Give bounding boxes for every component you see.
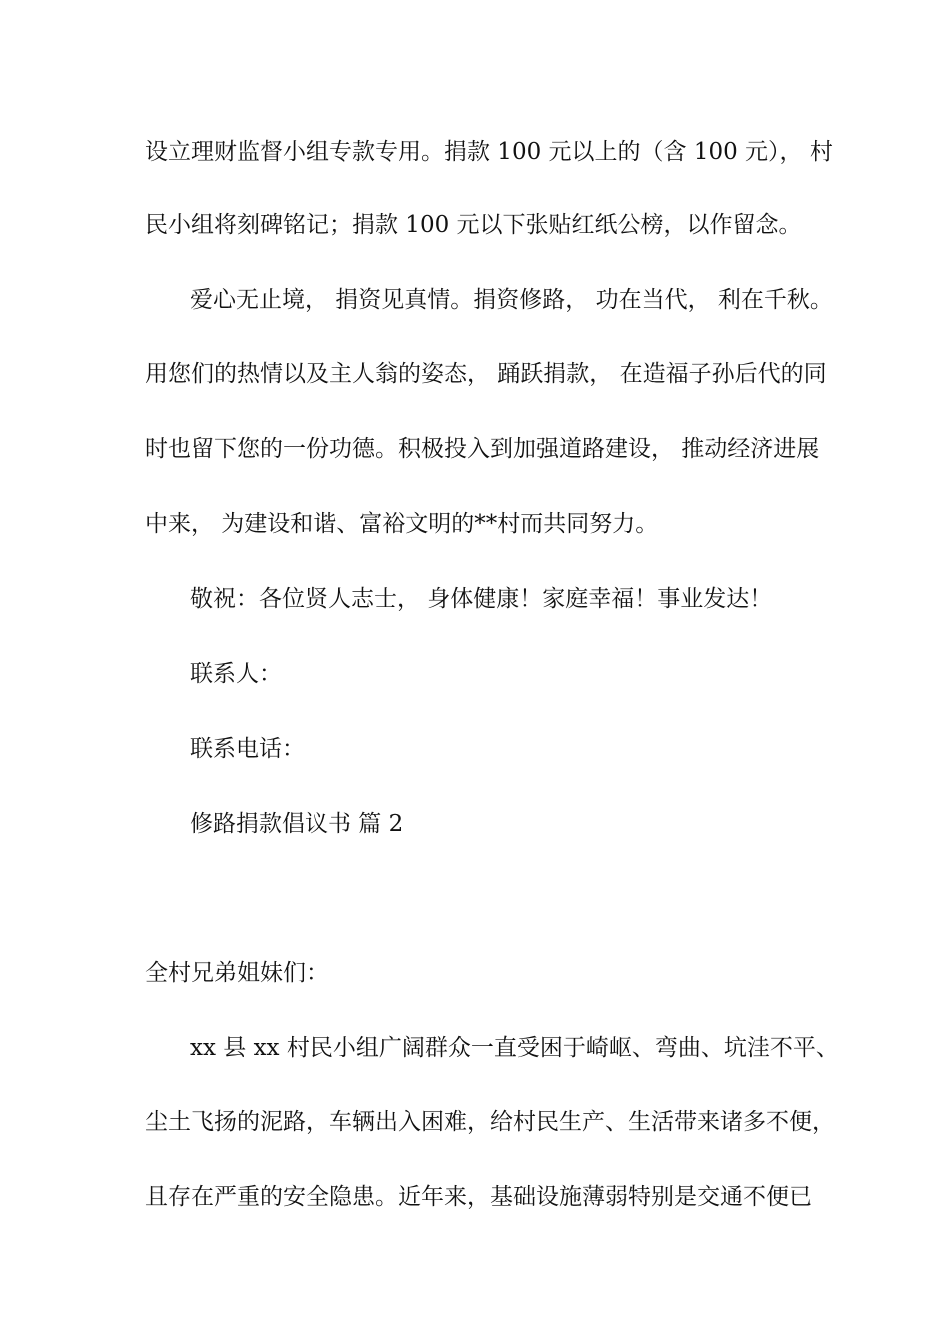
paragraph-line: 爱心无止境， 捐资见真情。捐资修路， 功在当代， 利在千秋。 bbox=[190, 287, 833, 313]
paragraph-line: 时也留下您的一份功德。积极投入到加强道路建设， 推动经济进展 bbox=[145, 436, 820, 462]
contact-person-label: 联系人： bbox=[190, 661, 282, 687]
paragraph-line: 民小组将刻碑铭记；捐款 100 元以下张贴红纸公榜，以作留念。 bbox=[145, 212, 802, 238]
salutation-line: 敬祝：各位贤人志士， 身体健康！家庭幸福！事业发达！ bbox=[190, 586, 773, 612]
paragraph-line: xx 县 xx 村民小组广阔群众一直受困于崎岖、弯曲、坑洼不平、 bbox=[190, 1035, 839, 1061]
paragraph-line: 尘土飞扬的泥路，车辆出入困难，给村民生产、生活带来诸多不便， bbox=[145, 1109, 835, 1135]
paragraph-line: 设立理财监督小组专款专用。捐款 100 元以上的（含 100 元）， 村 bbox=[145, 139, 833, 165]
paragraph-line: 中来， 为建设和谐、富裕文明的**村而共同努力。 bbox=[145, 511, 659, 537]
section-heading: 修路捐款倡议书 篇 2 bbox=[190, 811, 404, 837]
paragraph-line: 且存在严重的安全隐患。近年来，基础设施薄弱特别是交通不便已 bbox=[145, 1184, 812, 1210]
paragraph-line: 用您们的热情以及主人翁的姿态， 踊跃捐款， 在造福子孙后代的同 bbox=[145, 361, 827, 387]
contact-phone-label: 联系电话： bbox=[190, 736, 305, 762]
greeting-line: 全村兄弟姐妹们： bbox=[145, 960, 329, 986]
